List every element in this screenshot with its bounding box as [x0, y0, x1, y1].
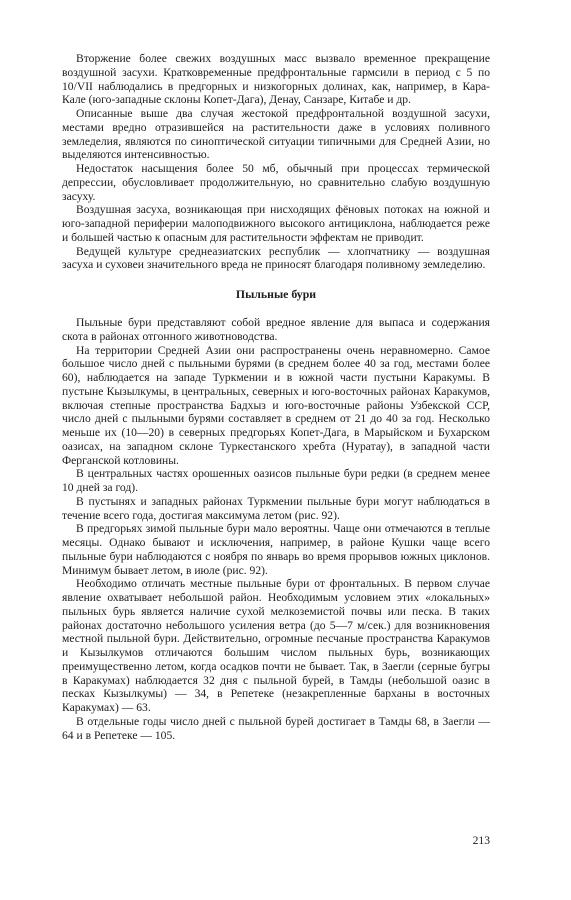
paragraph-deserts: В пустынях и западных районах Туркмении пыльные бури могут наблюдаться в течение всего года, достигая максимума летом (рис. 92).: [62, 494, 490, 522]
paragraph-oases: В центральных частях орошенных оазисов пыльные бури редки (в среднем менее 10 дней за год).: [62, 467, 490, 494]
paragraph-cotton: Ведущей культуре среднеазиатских республик — хлопчатнику — воздушная засуха и суховеи значительного вреда не приносят благодаря поливному земледелию.: [62, 244, 490, 272]
paragraph-air-masses: Вторжение более свежих воздушных масс вызвало временное прекращение воздушной засухи. Кратковременные предфронтальные гармсили в период с 5 по 10/VII наблюдались в предгорных и низкогорных долинах, как, например, в Кара-Кале (юго-западные склоны Копет-Дага), Денау, Санзаре, Китабе и др.: [62, 52, 490, 107]
section-heading: Пыльные бури: [235, 287, 317, 301]
paragraph-saturation-deficit: Недостаток насыщения более 50 мб, обычный при процессах термической депрессии, обусловливает продолжительную, но сравнительно слабую воздушную засуху.: [62, 162, 490, 203]
paragraph-frontal-drought: Описанные выше два случая жестокой предфронтальной воздушной засухи, местами вредно отразившейся на растительности даже в условиях поливного земледелия, являются по синоптической ситуации типичными для Средней Азии, но выделяются интенсивностью.: [62, 107, 490, 162]
paragraph-local-storms: Необходимо отличать местные пыльные бури от фронтальных. В первом случае явление охватывает небольшой район. Необходимым условием этих «локальных» пыльных бурь является наличие сухой мелкоземистой почвы или песка. В таких районах достаточно небольшого усиления ветра (до 5—7 м/сек.) для возникновения местной пыльной бури. Действительно, огромные песчаные пространства Каракумов и Кызылкумов отличаются большим числом пыльных бурь, возникающих преимущественно летом, когда осадков почти не бывает. Так, в Заегли (серные бугры в Каракумах) наблюдается 32 дня с пыльной бурей, в Тамды (небольшой оазис в песках Кызылкумы) — 34, в Репетеке (незакрепленные барханы в восточных Каракумах) — 63.: [62, 577, 490, 714]
paragraph-dust-storms-intro: Пыльные бури представляют собой вредное явление для выпаса и содержания скота в районах отгонного животноводства.: [62, 316, 490, 343]
paragraph-foothills: В предгорьях зимой пыльные бури мало вероятны. Чаще они отмечаются в теплые месяцы. Однако бывают и исключения, например, в районе Кушки чаще всего пыльные бури наблюдаются с ноября по январь во время прорывов южных циклонов. Минимум бывает летом, в июле (рис. 92).: [62, 522, 490, 577]
paragraph-extreme-years: В отдельные годы число дней с пыльной бурей достигает в Тамды 68, в Заегли — 64 и в Репетеке — 105.: [62, 714, 490, 742]
document-page: [62, 52, 490, 882]
page-number: 213: [472, 834, 490, 847]
paragraph-dust-storms-distribution: На территории Средней Азии они распространены очень неравномерно. Самое большое число дней с пыльными бурями (в среднем более 40 за год, местами более 60), наблюдается на западе Туркмении и в южной части пустыни Каракумы. В пустыне Кызылкумы, в центральных, северных и юго-восточных районах Каракумов, включая степные пространства Бадхыз и юго-восточные районы Узбекской ССР, число дней с пыльными бурями составляет в среднем от 21 до 40 за год. Несколько меньше их (10—20) в северных предгорьях Копет-Дага, в Марыйском и Бухарском оазисах, на западном склоне Туркестанского хребта (Нуратау), в западной части Ферганской котловины.: [62, 343, 490, 467]
paragraph-foehn-drought: Воздушная засуха, возникающая при нисходящих фёновых потоках на южной и юго-западной периферии малоподвижного высокого антициклона, наблюдается реже и большей частью к опасным для растительности эффектам не приводит.: [62, 203, 490, 244]
